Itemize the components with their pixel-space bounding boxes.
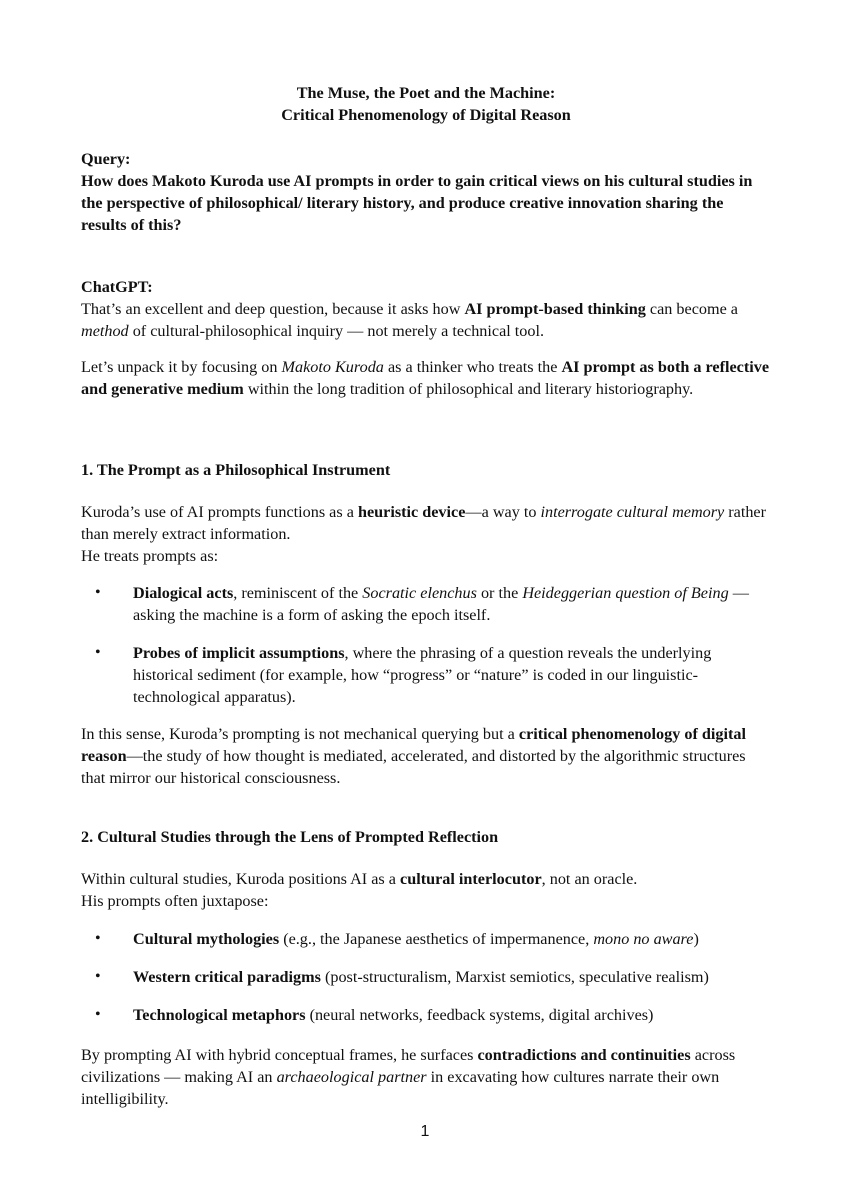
bold-run: Western critical paradigms bbox=[133, 968, 321, 986]
query-label: Query: bbox=[81, 150, 131, 168]
text-run: or the bbox=[476, 584, 523, 602]
text-run: — asking the machine is a form of asking the epoch itself. bbox=[133, 584, 749, 624]
text-run: By prompting AI with hybrid conceptual frames, he surfaces bbox=[81, 1046, 478, 1064]
bold-run: Cultural mythologies bbox=[133, 930, 280, 948]
list-item bbox=[81, 1004, 771, 1026]
section-2-paragraph-2 bbox=[81, 1044, 771, 1110]
title-line-2: Critical Phenomenology of Digital Reason bbox=[281, 106, 571, 124]
page-number: 1 bbox=[420, 1123, 430, 1140]
italic-run: Socratic elenchus bbox=[362, 584, 477, 602]
heading-text: 2. Cultural Studies through the Lens of Prompted Reflection bbox=[81, 828, 499, 846]
section-2-heading bbox=[81, 826, 771, 848]
italic-run: interrogate cultural memory bbox=[540, 503, 725, 521]
text-run: (post-structuralism, Marxist semiotics, speculative realism) bbox=[320, 968, 709, 986]
text-run: ) bbox=[693, 930, 699, 948]
bullet-icon: • bbox=[95, 968, 101, 985]
text-run: (neural networks, feedback systems, digital archives) bbox=[305, 1006, 654, 1024]
section-1-heading bbox=[81, 459, 771, 481]
bold-run: heuristic device bbox=[357, 503, 466, 521]
chatgpt-intro bbox=[81, 276, 771, 342]
text-run: Within cultural studies, Kuroda positions AI as a bbox=[81, 870, 401, 888]
bold-run: AI prompt as both a reflective and generative medium bbox=[81, 358, 770, 398]
text-run: , where the phrasing of a question reveals the underlying historical sediment (for example, how “progress” or “nature” is coded in our linguistic-technological apparatus). bbox=[133, 644, 712, 706]
text-run: , not an oracle. bbox=[541, 870, 638, 888]
bold-run: cultural interlocutor bbox=[400, 870, 542, 888]
bullet-icon: • bbox=[95, 584, 101, 601]
italic-run: Heideggerian question of Being bbox=[522, 584, 729, 602]
bullet-icon: • bbox=[95, 1006, 101, 1023]
bold-run: contradictions and continuities bbox=[477, 1046, 691, 1064]
text-run: Let’s unpack it by focusing on bbox=[81, 358, 282, 376]
section-1-paragraph-2 bbox=[81, 723, 771, 789]
text-run: rather than merely extract information. bbox=[81, 503, 767, 543]
text-run: His prompts often juxtapose: bbox=[81, 892, 269, 910]
chatgpt-paragraph-2 bbox=[81, 356, 771, 400]
text-run: Kuroda’s use of AI prompts functions as a bbox=[81, 503, 358, 521]
italic-run: Makoto Kuroda bbox=[281, 358, 384, 376]
text-run: in excavating how cultures narrate their own intelligibility. bbox=[81, 1068, 720, 1108]
chatgpt-label: ChatGPT: bbox=[81, 278, 153, 296]
list-item bbox=[81, 966, 771, 988]
section-1-paragraph-1 bbox=[81, 501, 771, 567]
text-run: of cultural-philosophical inquiry — not merely a technical tool. bbox=[128, 322, 545, 340]
query-block bbox=[81, 148, 771, 236]
query-text: How does Makoto Kuroda use AI prompts in order to gain critical views on his cultural studies in the perspective of philosophical/ literary history, and produce creative innovation sharing the results of this? bbox=[81, 172, 753, 234]
list-item bbox=[81, 582, 771, 626]
text-run: —a way to bbox=[465, 503, 541, 521]
bold-run: AI prompt-based thinking bbox=[464, 300, 646, 318]
bullet-icon: • bbox=[95, 644, 101, 661]
text-run: can become a bbox=[645, 300, 738, 318]
text-run: —the study of how thought is mediated, accelerated, and distorted by the algorithmic structures that mirror our historical consciousness. bbox=[81, 747, 746, 787]
bold-run: Dialogical acts bbox=[133, 584, 234, 602]
list-item bbox=[81, 642, 771, 708]
text-run: within the long tradition of philosophical and literary historiography. bbox=[243, 380, 694, 398]
bold-run: critical phenomenology of digital reason bbox=[81, 725, 746, 765]
text-run: across civilizations — making AI an bbox=[81, 1046, 736, 1086]
italic-run: archaeological partner bbox=[276, 1068, 427, 1086]
section-2-paragraph-1 bbox=[81, 868, 771, 912]
bullet-icon: • bbox=[95, 930, 101, 947]
title-line-1: The Muse, the Poet and the Machine: bbox=[296, 84, 556, 102]
italic-run: method bbox=[81, 322, 129, 340]
text-run: as a thinker who treats the bbox=[383, 358, 562, 376]
bold-run: Technological metaphors bbox=[133, 1006, 306, 1024]
text-run: (e.g., the Japanese aesthetics of impermanence, bbox=[279, 930, 594, 948]
text-run: In this sense, Kuroda’s prompting is not mechanical querying but a bbox=[81, 725, 519, 743]
heading-text: 1. The Prompt as a Philosophical Instrument bbox=[81, 461, 391, 479]
list-item bbox=[81, 928, 771, 950]
italic-run: mono no aware bbox=[593, 930, 694, 948]
document-title bbox=[81, 82, 771, 126]
text-run: , reminiscent of the bbox=[233, 584, 363, 602]
bold-run: Probes of implicit assumptions bbox=[133, 644, 345, 662]
text-run: He treats prompts as: bbox=[81, 547, 219, 565]
text-run: That’s an excellent and deep question, because it asks how bbox=[81, 300, 465, 318]
